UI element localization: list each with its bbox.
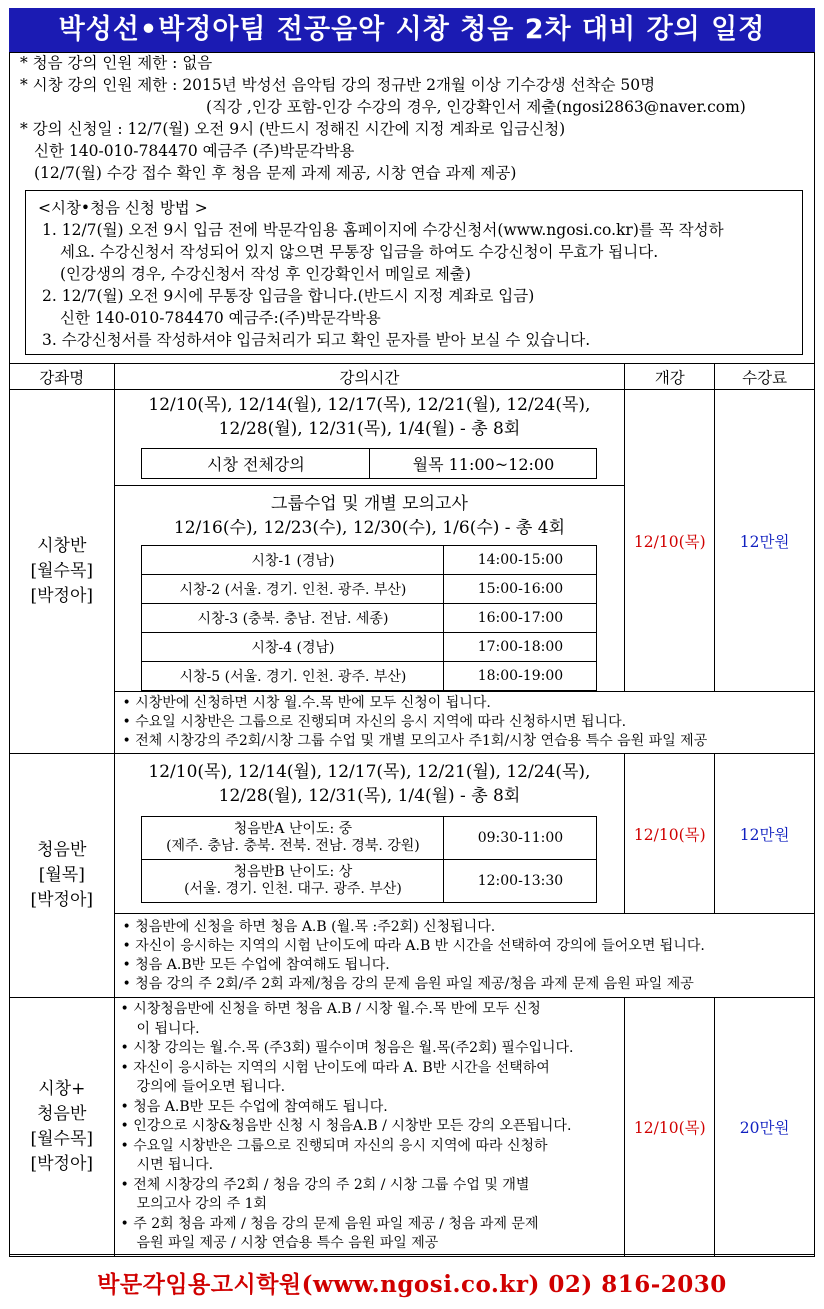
session-time: 12:00-13:30 — [444, 860, 597, 903]
note-line: 강의에 들어오면 됩니다. — [136, 1079, 286, 1095]
method-line: 3. 수강신청서를 작성하셔야 입금처리가 되고 확인 문자를 받아 보실 수 있습니다. — [42, 331, 591, 349]
cheongeum-notes — [114, 914, 814, 998]
course-name-line: [월수목] — [30, 1128, 94, 1149]
info-line: * 강의 신청일 : 12/7(월) 오전 9시 (반드시 정해진 시간에 지정 계좌로 입금신청) — [20, 120, 566, 138]
session-label — [142, 817, 444, 860]
cheongeum-dates — [115, 760, 625, 808]
note-line: • 시창청음반에 신청을 하면 청음 A.B / 시창 월.수.목 반에 모두 신청 — [120, 1001, 541, 1017]
session-label — [142, 860, 444, 903]
course-name-line: [박정아] — [30, 890, 94, 910]
sichang-dates — [115, 393, 625, 441]
method-heading: <시창•청음 신청 방법 > — [38, 199, 208, 217]
cheongeum-fee: 12만원 — [715, 754, 815, 914]
info-line: (12/7(월) 수강 접수 확인 후 청음 문제 과제 제공, 시창 연습 과제 제공) — [34, 164, 517, 182]
sichang-fee: 12만원 — [715, 390, 815, 692]
session-time: 09:30-11:00 — [444, 817, 597, 860]
sichang-notes — [114, 692, 814, 754]
course-name-line: [박정아] — [30, 586, 94, 606]
course-name-line: 시창반 — [37, 536, 87, 556]
note-line: • 청음반에 신청을 하면 청음 A.B (월.목 :주2회) 신청됩니다. — [122, 918, 496, 935]
note-line: • 청음 A.B반 모든 수업에 참여해도 됩니다. — [120, 1098, 388, 1115]
info-line: (직강 ,인강 포함-인강 수강의 경우, 인강확인서 제출(ngosi2863@naver.com) — [206, 98, 746, 116]
note-line: • 주 2회 청음 과제 / 청음 강의 문제 음원 파일 제공 / 청음 과제 문제 — [120, 1215, 539, 1232]
group-section — [115, 485, 625, 540]
group-dates: 12/16(수), 12/23(수), 12/30(수), 1/6(수) - 총 4회 — [173, 518, 565, 538]
sichang-schedule-cell — [114, 390, 625, 692]
note-line: 시면 됩니다. — [136, 1157, 214, 1173]
cheongeum-open: 12/10(목) — [625, 754, 715, 914]
header-open: 개강 — [625, 364, 715, 390]
date-line: 12/10(목), 12/14(월), 12/17(목), 12/21(월), 12/24(목), — [148, 762, 591, 782]
session-label-line: (서울. 경기. 인천. 대구. 광주. 부산) — [184, 881, 402, 897]
note-line: • 인강으로 시창&청음반 신청 시 청음A.B / 시창반 모든 강의 오픈됩니다. — [120, 1118, 572, 1134]
group-title: 그룹수업 및 개별 모의고사 — [271, 494, 468, 514]
combo-notes — [114, 998, 625, 1257]
combo-open: 12/10(목) — [625, 998, 715, 1257]
info-line: 신한 140-010-784470 예금주 (주)박문각박용 — [34, 142, 355, 160]
note-line: • 시창 강의는 월.수.목 (주3회) 필수이며 청음은 월.목(주2회) 필수입니다. — [120, 1040, 574, 1056]
session-label-line: 청음반B 난이도: 상 — [233, 864, 353, 880]
course-name-sichang — [10, 390, 115, 754]
method-line: 2. 12/7(월) 오전 9시에 무통장 입금을 합니다.(반드시 지정 계좌로 입금) — [42, 287, 535, 305]
course-name-cheongeum — [10, 754, 115, 998]
note-line: • 시창반에 신청하면 시창 월.수.목 반에 모두 신청이 됩니다. — [122, 695, 491, 711]
note-line: • 전체 시창강의 주2회 / 청음 강의 주 2회 / 시창 그룹 수업 및 개별 — [120, 1176, 530, 1193]
date-line: 12/28(월), 12/31(목), 1/4(월) - 총 8회 — [218, 419, 521, 439]
note-line: 음원 파일 제공 / 시창 연습용 특수 음원 파일 제공 — [136, 1235, 439, 1251]
session-label: 시창-2 (서울. 경기. 인천. 광주. 부산) — [142, 575, 444, 604]
full-time: 월목 11:00~12:00 — [370, 449, 597, 479]
method-line: 신한 140-010-784470 예금주:(주)박문각박용 — [60, 309, 381, 327]
header-time: 강의시간 — [114, 364, 625, 390]
note-line: • 청음 강의 주 2회/주 2회 과제/청음 강의 문제 음원 파일 제공/청음 과제 문제 음원 파일 제공 — [122, 975, 694, 992]
course-name-line: 청음반 — [37, 840, 87, 860]
session-time: 17:00-18:00 — [444, 633, 597, 662]
note-line: 이 됩니다. — [136, 1020, 200, 1037]
course-name-line: [월수목] — [30, 561, 94, 581]
sichang-open: 12/10(목) — [625, 390, 715, 692]
combo-fee: 20만원 — [715, 998, 815, 1257]
schedule-table — [9, 363, 815, 1257]
method-line: 세요. 수강신청서 작성되어 있지 않으면 무통장 입금을 하여도 수강신청이 무효가 됩니다. — [60, 243, 659, 261]
header-course: 강좌명 — [10, 364, 115, 390]
date-line: 12/10(목), 12/14(월), 12/17(목), 12/21(월), 12/24(목), — [148, 395, 591, 415]
note-line: 모의고사 강의 주 1회 — [136, 1196, 267, 1212]
info-line: * 청음 강의 인원 제한 : 없음 — [20, 54, 213, 72]
page-title: 박성선•박정아팀 전공음악 시창 청음 2차 대비 강의 일정 — [9, 8, 815, 52]
note-line: • 자신이 응시하는 지역의 시험 난이도에 따라 A.B 반 시간을 선택하여 강의에 들어오면 됩니다. — [122, 937, 705, 954]
note-line: • 수요일 시창반은 그룹으로 진행되며 자신의 응시 지역에 따라 신청하시면 됩니다. — [122, 714, 627, 730]
footer-contact: 박문각임용고시학원(www.ngosi.co.kr) 02) 816-2030 — [97, 1271, 727, 1298]
method-line: (인강생의 경우, 수강신청서 작성 후 인강확인서 메일로 제출) — [60, 265, 471, 283]
session-label: 시창-4 (경남) — [142, 633, 444, 662]
note-line: • 수요일 시창반은 그룹으로 진행되며 자신의 응시 지역에 따라 신청하 — [120, 1137, 548, 1154]
note-line: • 전체 시창강의 주2회/시창 그룹 수업 및 개별 모의고사 주1회/시창 연습용 특수 음원 파일 제공 — [122, 733, 708, 749]
session-label: 시창-1 (경남) — [142, 546, 444, 575]
session-label: 시창-3 (충북. 충남. 전남. 세종) — [142, 604, 444, 633]
method-line: 1. 12/7(월) 오전 9시 입금 전에 박문각임용 홈페이지에 수강신청서(www.ngosi.co.kr)를 꼭 작성하 — [42, 221, 724, 239]
header-fee: 수강료 — [715, 364, 815, 390]
session-label: 시창-5 (서울. 경기. 인천. 광주. 부산) — [142, 662, 444, 691]
course-name-line: 시창+ — [38, 1078, 86, 1099]
date-line: 12/28(월), 12/31(목), 1/4(월) - 총 8회 — [218, 786, 521, 806]
session-label-line: (제주. 충남. 충북. 전북. 전남. 경북. 강원) — [166, 838, 420, 854]
course-name-line: [월목] — [38, 865, 85, 885]
session-label-line: 청음반A 난이도: 중 — [233, 821, 353, 837]
note-line: • 청음 A.B반 모든 수업에 참여해도 됩니다. — [122, 956, 390, 973]
info-section — [20, 52, 810, 184]
session-time: 16:00-17:00 — [444, 604, 597, 633]
full-label: 시창 전체강의 — [142, 449, 370, 479]
cheongeum-session-table — [141, 816, 597, 903]
course-name-line: 청음반 — [37, 1103, 87, 1124]
session-time: 15:00-16:00 — [444, 575, 597, 604]
session-time: 14:00-15:00 — [444, 546, 597, 575]
session-time: 18:00-19:00 — [444, 662, 597, 691]
application-method-box — [25, 190, 803, 355]
info-line: * 시창 강의 인원 제한 : 2015년 박성선 음악팀 강의 정규반 2개월 이상 기수강생 선착순 50명 — [20, 76, 656, 94]
cheongeum-schedule-cell — [114, 754, 625, 914]
sichang-group-table — [141, 545, 597, 691]
course-name-combo — [10, 998, 115, 1257]
note-line: • 자신이 응시하는 지역의 시험 난이도에 따라 A. B반 시간을 선택하여 — [120, 1059, 550, 1076]
course-name-line: [박정아] — [30, 1153, 94, 1174]
sichang-full-table — [141, 448, 597, 479]
